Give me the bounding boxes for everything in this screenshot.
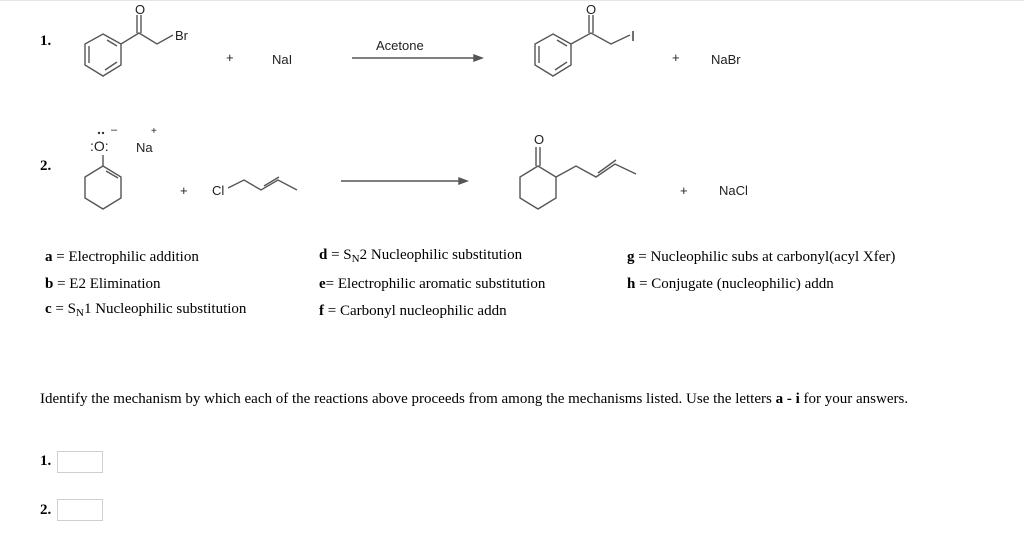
plus-sign: + [180,183,188,198]
enolate-negative-charge: – [111,124,118,136]
mechanism-text: 2 Nucleophilic substitution [359,247,523,263]
reagent-nai: NaI [272,52,293,67]
enolate-oxygen-label: :O: [90,138,109,154]
plus-sign: + [672,50,680,65]
mechanism-letter: b [45,276,54,292]
reaction-1-conditions: Acetone [376,38,424,53]
mechanism-text: = Conjugate (nucleophilic) addn [635,276,834,292]
product-1-carbonyl-oxygen: O [586,2,597,17]
byproduct-nacl: NaCl [719,183,748,198]
sodium-counterion: Na [136,140,153,155]
mechanism-letter: d [319,247,328,263]
subscript: N [75,307,84,319]
question-text: Identify the mechanism by which each of the reactions above proceeds from among the mechanisms listed. Use the letters [40,391,776,407]
mechanism-d [319,247,522,264]
mechanism-letter: h [627,276,636,292]
mechanism-a [45,249,199,266]
plus-sign: + [680,183,688,198]
mechanism-letter: e [319,276,326,292]
answer-1-input[interactable] [57,451,103,473]
mechanism-letter: c [45,301,52,317]
question-letter-range: a - i [775,391,800,407]
mechanism-e [319,276,545,293]
reagent-2-chlorine-label: Cl [212,183,225,198]
mechanism-letter: g [627,249,635,265]
subscript: N [351,253,360,265]
mechanism-text: = S [51,301,76,317]
mechanism-text: = Electrophilic addition [52,249,199,265]
mechanism-text: = Electrophilic aromatic substitution [325,276,546,292]
product-2-carbonyl-oxygen: O [534,132,545,147]
answer-2-input[interactable] [57,499,103,521]
mechanism-text: 1 Nucleophilic substitution [83,301,247,317]
mechanism-f [319,303,507,320]
question-text: for your answers. [799,391,909,407]
byproduct-nabr: NaBr [711,52,741,67]
plus-sign: + [226,50,234,65]
mechanism-letter: f [319,303,324,319]
sodium-positive-charge: + [151,126,157,137]
reactant-1-bromine-label: Br [175,28,188,43]
mechanism-b [45,276,161,293]
mechanism-g [627,249,895,266]
mechanism-text: = S [327,247,352,263]
mechanism-letter: a [45,249,53,265]
mechanism-c [45,301,246,318]
reaction-1-number: 1. [40,33,52,49]
mechanism-text: = E2 Elimination [53,276,161,292]
answer-2-label: 2. [40,502,52,518]
question-prompt [40,389,980,409]
mechanism-text: = Carbonyl nucleophilic addn [324,303,507,319]
answer-1-label: 1. [40,453,52,469]
reactant-1-carbonyl-oxygen: O [135,2,146,17]
mechanism-h [627,276,834,293]
reaction-2-number: 2. [40,158,52,174]
mechanism-text: = Nucleophilic subs at carbonyl(acyl Xfer) [634,249,896,265]
